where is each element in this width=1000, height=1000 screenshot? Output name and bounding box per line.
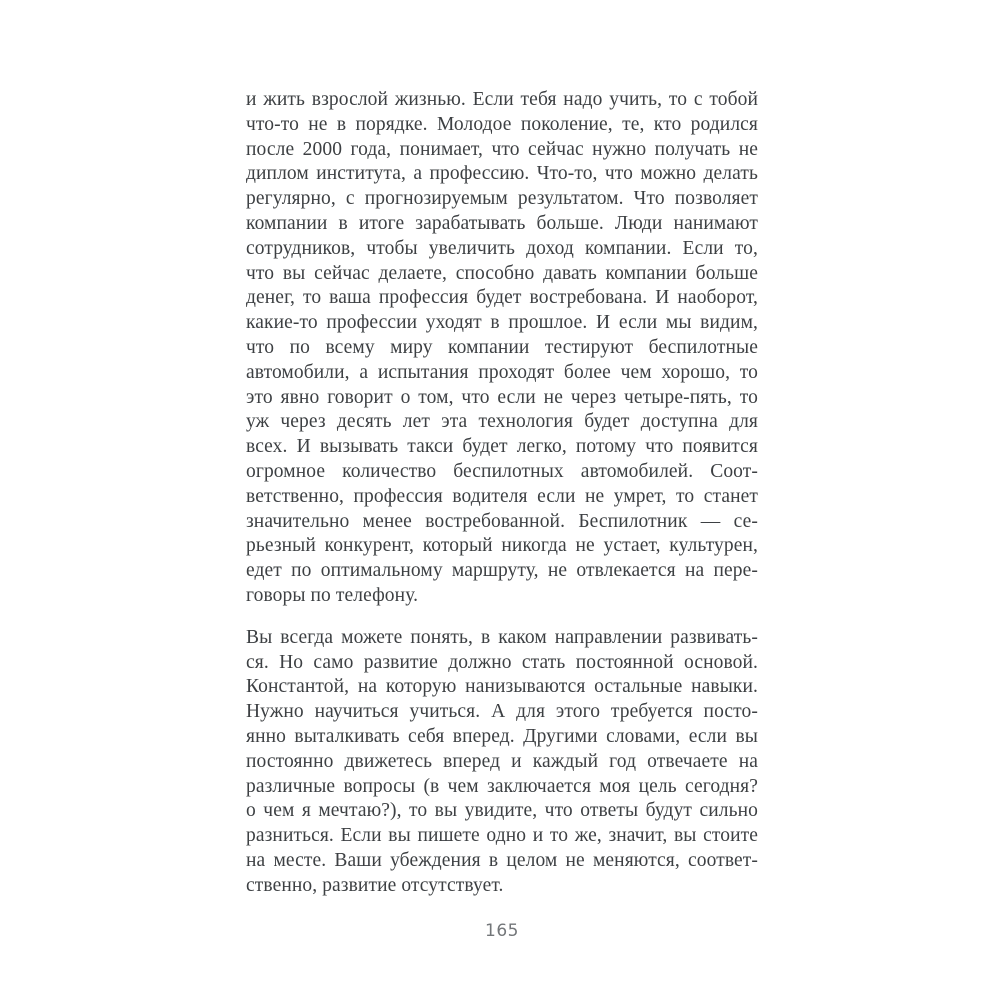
text-line: уж через десять лет эта технология будет доступна для <box>246 411 758 433</box>
text-line: и жить взрослой жизнью. Если тебя надо учить, то с тобой <box>246 89 758 110</box>
text-line: ся. Но само развитие должно стать постоянной основой. <box>246 651 758 673</box>
text-line: говоры по телефону. <box>246 584 419 606</box>
text-line: что по всему миру компании тестируют беспилотные <box>246 336 758 358</box>
text-line: на месте. Ваши убеждения в целом не меняются, соответ- <box>246 849 758 871</box>
text-line: ветственно, профессия водителя если не умрет, то станет <box>246 485 758 507</box>
text-line: после 2000 года, понимает, что сейчас нужно получать не <box>246 138 758 160</box>
page-text <box>246 88 758 899</box>
text-line: рьезный конкурент, который никогда не устает, культурен, <box>246 535 758 557</box>
text-line: автомобили, а испытания проходят более чем хорошо, то <box>246 361 758 383</box>
text-line: какие-то профессии уходят в прошлое. И если мы видим, <box>246 312 758 334</box>
text-line: значительно менее востребованной. Беспилотник — се- <box>246 510 758 532</box>
text-line: это явно говорит о том, что если не через четыре-пять, то <box>246 386 758 408</box>
text-line: различные вопросы (в чем заключается моя цель сегодня? <box>246 775 758 797</box>
text-line: диплом института, а профессию. Что-то, что можно делать <box>246 163 758 185</box>
text-line: ственно, развитие отсутствует. <box>246 874 504 896</box>
paragraph <box>246 626 758 899</box>
text-line: Константой, на которую нанизываются остальные навыки. <box>246 676 758 698</box>
text-line: денег, то ваша профессия будет востребована. И наоборот, <box>246 287 758 309</box>
text-line: янно выталкивать себя вперед. Другими словами, если вы <box>246 725 758 747</box>
text-line: компании в итоге зарабатывать больше. Люди нанимают <box>246 212 758 234</box>
text-line: Вы всегда можете понять, в каком направлении развивать- <box>246 626 758 648</box>
text-line: всех. И вызывать такси будет легко, потому что появится <box>246 436 758 458</box>
text-line: огромное количество беспилотных автомобилей. Соот- <box>246 460 758 482</box>
text-line: что-то не в порядке. Молодое поколение, те, кто родился <box>246 113 758 135</box>
text-line: Нужно научиться учиться. А для этого требуется посто- <box>246 701 758 723</box>
text-line: постоянно движетесь вперед и каждый год отвечаете на <box>246 750 758 772</box>
text-line: о чем я мечтаю?), то вы увидите, что ответы будут сильно <box>246 800 758 822</box>
text-line: едет по оптимальному маршруту, не отвлекается на пере- <box>246 560 758 582</box>
text-line: разниться. Если вы пишете одно и то же, значит, вы стоите <box>246 825 758 847</box>
text-line: регулярно, с прогнозируемым результатом. Что позволяет <box>246 188 758 210</box>
text-line: что вы сейчас делаете, способно давать компании больше <box>246 262 758 284</box>
text-line: сотрудников, чтобы увеличить доход компании. Если то, <box>246 237 758 259</box>
paragraph <box>246 88 758 609</box>
page-number: 165 <box>485 921 519 941</box>
